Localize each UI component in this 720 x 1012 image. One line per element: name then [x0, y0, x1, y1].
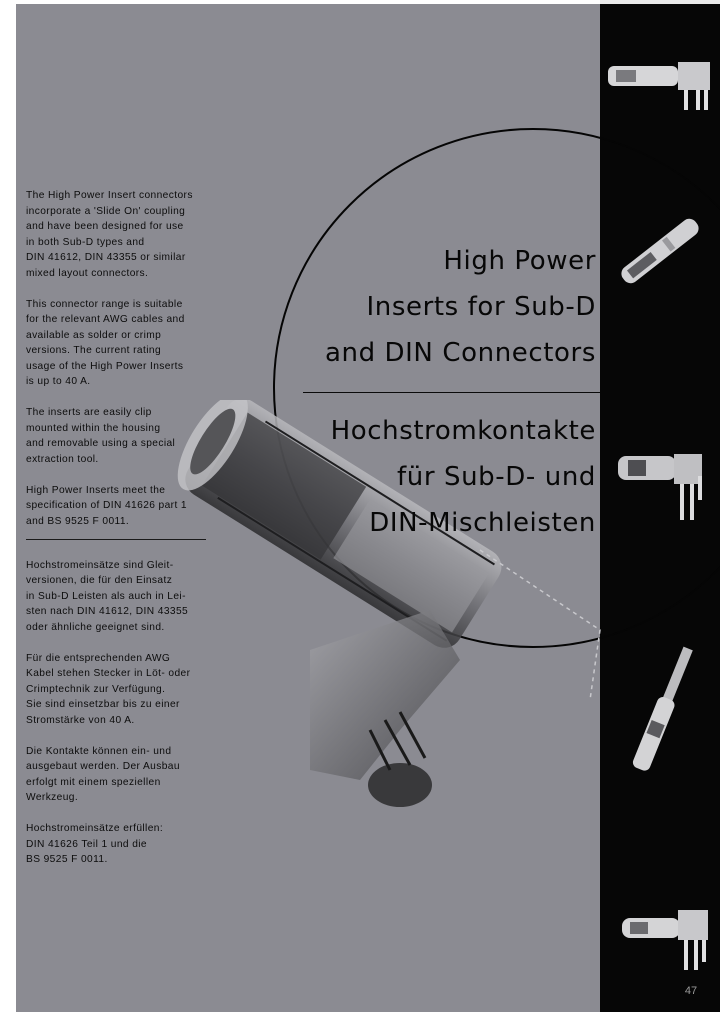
- text-line: Kabel stehen Stecker in Löt- oder: [26, 668, 191, 679]
- page-number: 47: [684, 985, 698, 997]
- text-line: and BS 9525 F 0011.: [26, 515, 130, 527]
- text-line: Crimptechnik zur Verfügung.: [26, 683, 166, 695]
- german-paragraph: [26, 744, 216, 806]
- text-line: mounted within the housing: [26, 422, 161, 434]
- text-line: This connector range is suitable: [26, 298, 183, 310]
- english-paragraph: [26, 405, 216, 467]
- text-line: mixed layout connectors.: [26, 267, 149, 279]
- text-line: Sie sind einsetzbar bis zu einer: [26, 699, 180, 710]
- product-image-right-angle-contact: [604, 58, 714, 112]
- title-english-line: High Power: [443, 246, 596, 276]
- text-line: Hochstromeinsätze sind Gleit-: [26, 559, 174, 571]
- text-line: oder ähnliche geeignet sind.: [26, 621, 165, 633]
- text-line: extraction tool.: [26, 453, 99, 465]
- title-german-line: DIN-Mischleisten: [369, 508, 596, 538]
- english-paragraph: [26, 188, 216, 281]
- text-line: sten nach DIN 41612, DIN 43355: [26, 606, 189, 617]
- title-german-line: Hochstromkontakte: [330, 416, 596, 446]
- text-line: in both Sub-D types and: [26, 236, 145, 248]
- text-line: and have been designed for use: [26, 221, 184, 232]
- text-line: Die Kontakte können ein- und: [26, 745, 172, 757]
- text-line: ausgebaut werden. Der Ausbau: [26, 761, 180, 772]
- title-english: [325, 238, 596, 376]
- text-line: The High Power Insert connectors: [26, 190, 193, 201]
- text-line: versions. The current rating: [26, 345, 162, 356]
- text-line: erfolgt mit einem speziellen: [26, 776, 161, 788]
- text-line: DIN 41626 Teil 1 und die: [26, 838, 147, 850]
- text-line: is up to 40 A.: [26, 376, 91, 387]
- text-line: BS 9525 F 0011.: [26, 854, 108, 865]
- product-image-pcb-contact: [614, 446, 712, 522]
- text-line: Stromstärke von 40 A.: [26, 714, 135, 726]
- text-line: available as solder or crimp: [26, 329, 162, 341]
- product-image-angled-pcb-contact: [620, 906, 712, 972]
- german-paragraph: [26, 651, 216, 729]
- text-line: and removable using a special: [26, 438, 176, 449]
- text-line: specification of DIN 41626 part 1: [26, 500, 188, 511]
- text-line: Werkzeug.: [26, 792, 79, 803]
- text-line: usage of the High Power Inserts: [26, 360, 184, 372]
- product-image-crimp-contact: [618, 644, 710, 778]
- text-line: High Power Inserts meet the: [26, 484, 166, 496]
- title-german: [331, 408, 596, 546]
- left-margin-strip: [0, 0, 16, 1012]
- text-line: incorporate a 'Slide On' coupling: [26, 205, 186, 217]
- german-paragraph: [26, 558, 216, 636]
- german-paragraph: [26, 821, 216, 868]
- title-divider: [303, 392, 600, 393]
- text-line: in Sub-D Leisten als auch in Lei-: [26, 590, 186, 602]
- title-german-line: für Sub-D- und: [397, 462, 596, 492]
- text-line: versionen, die für den Einsatz: [26, 575, 173, 586]
- title-english-line: Inserts for Sub-D: [366, 292, 596, 322]
- title-english-line: and DIN Connectors: [324, 338, 596, 368]
- text-line: Hochstromeinsätze erfüllen:: [26, 823, 164, 834]
- english-paragraph: [26, 483, 216, 530]
- text-line: for the relevant AWG cables and: [26, 314, 185, 325]
- top-margin-strip: [16, 0, 600, 4]
- text-line: DIN 41612, DIN 43355 or similar: [26, 252, 186, 263]
- body-text-column: [26, 188, 216, 883]
- text-line: The inserts are easily clip: [26, 407, 152, 418]
- english-paragraph: [26, 297, 216, 390]
- product-image-straight-contact: [612, 206, 708, 296]
- text-line: Für die entsprechenden AWG: [26, 652, 171, 664]
- language-divider: [26, 539, 206, 540]
